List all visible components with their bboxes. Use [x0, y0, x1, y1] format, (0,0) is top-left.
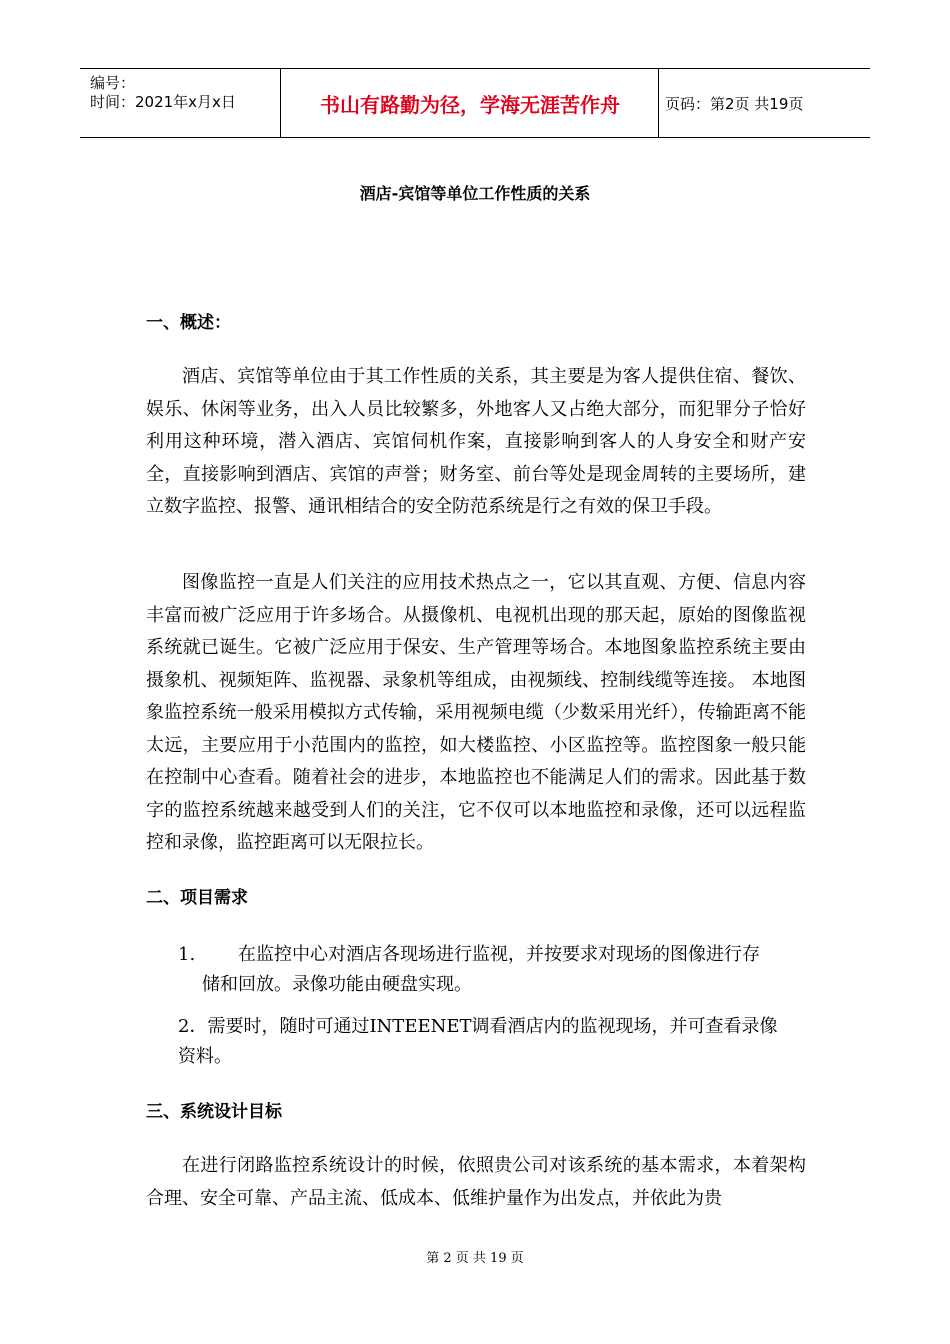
- header-divider: [280, 69, 281, 137]
- document-title: 酒店-宾馆等单位工作性质的关系: [359, 184, 591, 203]
- page-header: [80, 68, 870, 138]
- page-footer: 第 2 页 共 19 页: [426, 1251, 524, 1266]
- header-meta: [80, 69, 280, 137]
- requirement-item-1-line-1: [178, 940, 808, 970]
- overview-paragraph-2: 图像监控一直是人们关注的应用技术热点之一，它以其直观、方便、信息内容丰富而被广泛应用于许多场合。从摄像机、电视机出现的那天起，原始的图像监视系统就已诞生。它被广泛应用于保安、生产管理等场合。本地图象监控系统主要由摄象机、视频矩阵、监视器、录象机等组成，由视频线、控制线缆等连接。 本地图象监控系统一般采用模拟方式传输，采用视频电缆（少数采用光纤），传输距离不能太远，主要应用于小范围内的监控，如大楼监控、小区监控等。监控图象一般只能在控制中心查看。随着社会的进步，本地监控也不能满足人们的需求。因此基于数字的监控系统越来越受到人们的关注，它不仅可以本地监控和录像，还可以远程监控和录像，监控距离可以无限拉长。: [146, 572, 806, 853]
- number-label: 编号：: [90, 74, 136, 92]
- requirement-item-2: [178, 1012, 808, 1072]
- header-motto: 书山有路勤为径，学海无涯苦作舟: [320, 92, 620, 117]
- requirement-item-2-line-1: 2．需要时，随时可通过INTEENET调看酒店内的监视现场，并可查看录像: [178, 1016, 778, 1037]
- requirement-item-2-line-2: 资料。: [178, 1046, 232, 1067]
- header-page-info: 页码：第2页 共19页: [665, 95, 804, 113]
- section-heading-requirements: 二、项目需求: [146, 888, 248, 908]
- requirement-item-1-number: 1.: [178, 944, 196, 965]
- requirement-item-1-line-2: 储和回放。录像功能由硬盘实现。: [202, 974, 472, 995]
- time-label: 时间：2021年x月x日: [90, 93, 236, 111]
- requirement-item-1-text: 在监控中心对酒店各现场进行监视，并按要求对现场的图像进行存: [238, 944, 760, 965]
- requirement-item-1: [178, 940, 808, 1000]
- header-divider: [658, 69, 659, 137]
- design-paragraph-1: 在进行闭路监控系统设计的时候，依照贵公司对该系统的基本需求，本着架构合理、安全可靠、产品主流、低成本、低维护量作为出发点，并依此为贵: [146, 1155, 806, 1209]
- overview-paragraph-1: 酒店、宾馆等单位由于其工作性质的关系，其主要是为客人提供住宿、餐饮、娱乐、休闲等业务，出入人员比较繁多，外地客人又占绝大部分，而犯罪分子恰好利用这种环境，潜入酒店、宾馆伺机作案，直接影响到客人的人身安全和财产安全，直接影响到酒店、宾馆的声誉；财务室、前台等处是现金周转的主要场所，建立数字监控、报警、通讯相结合的安全防范系统是行之有效的保卫手段。: [146, 366, 806, 517]
- section-heading-overview: 一、概述：: [146, 313, 231, 333]
- section-heading-design: 三、系统设计目标: [146, 1102, 282, 1122]
